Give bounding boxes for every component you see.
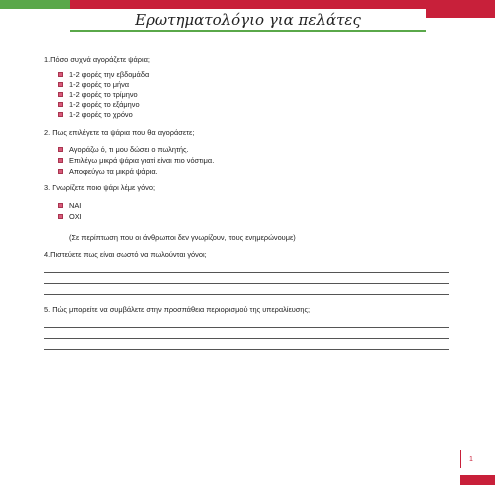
question-2-option: Επιλέγω μικρά ψάρια γιατί είναι πιο νόστιμα. [58,156,214,165]
question-1: 1.Πόσο συχνά αγοράζετε ψάρια; [44,55,150,64]
question-1-option: 1-2 φορές την εβδομάδα [58,70,149,79]
header-red-bar [70,0,495,9]
bullet-icon [58,158,63,163]
question-2-option: Αποφεύγω τα μικρά ψάρια. [58,167,158,176]
bullet-icon [58,112,63,117]
bullet-icon [58,214,63,219]
question-4: 4.Πιστεύετε πως είναι σωστό να πωλούνται γόνοι; [44,250,207,259]
page-title: Ερωτηματολόγιο για πελάτες [135,10,361,29]
page-number: 1 [460,450,481,468]
footer-red-bar [460,475,495,485]
header-green-bar [0,0,70,9]
answer-line[interactable] [44,272,449,273]
bullet-icon [58,147,63,152]
question-1-option: 1-2 φορές το εξάμηνο [58,100,140,109]
question-3-option: ΟΧΙ [58,212,82,221]
bullet-icon [58,203,63,208]
question-5: 5. Πώς μπορείτε να συμβάλετε στην προσπάθεια περιορισμού της υπεραλίευσης; [44,305,311,314]
header-red-accent [426,9,495,18]
bullet-icon [58,82,63,87]
bullet-icon [58,72,63,77]
question-1-option: 1-2 φορές το μήνα [58,80,129,89]
answer-line[interactable] [44,283,449,284]
answer-line[interactable] [44,294,449,295]
question-1-option: 1-2 φορές το χρόνο [58,110,133,119]
question-2-option: Αγοράζω ό, τι μου δώσει ο πωλητής. [58,145,189,154]
question-1-option: 1-2 φορές το τρίμηνο [58,90,138,99]
bullet-icon [58,169,63,174]
title-band [70,9,426,32]
bullet-icon [58,92,63,97]
answer-line[interactable] [44,338,449,339]
question-3-option: ΝΑΙ [58,201,81,210]
question-3-note: (Σε περίπτωση που οι άνθρωποι δεν γνωρίζουν, τους ενημερώνουμε) [69,233,296,242]
answer-line[interactable] [44,349,449,350]
question-3: 3. Γνωρίζετε ποιο ψάρι λέμε γόνο; [44,183,156,192]
answer-line[interactable] [44,327,449,328]
bullet-icon [58,102,63,107]
question-2: 2. Πως επιλέγετε τα ψάρια που θα αγοράσετε; [44,128,195,137]
